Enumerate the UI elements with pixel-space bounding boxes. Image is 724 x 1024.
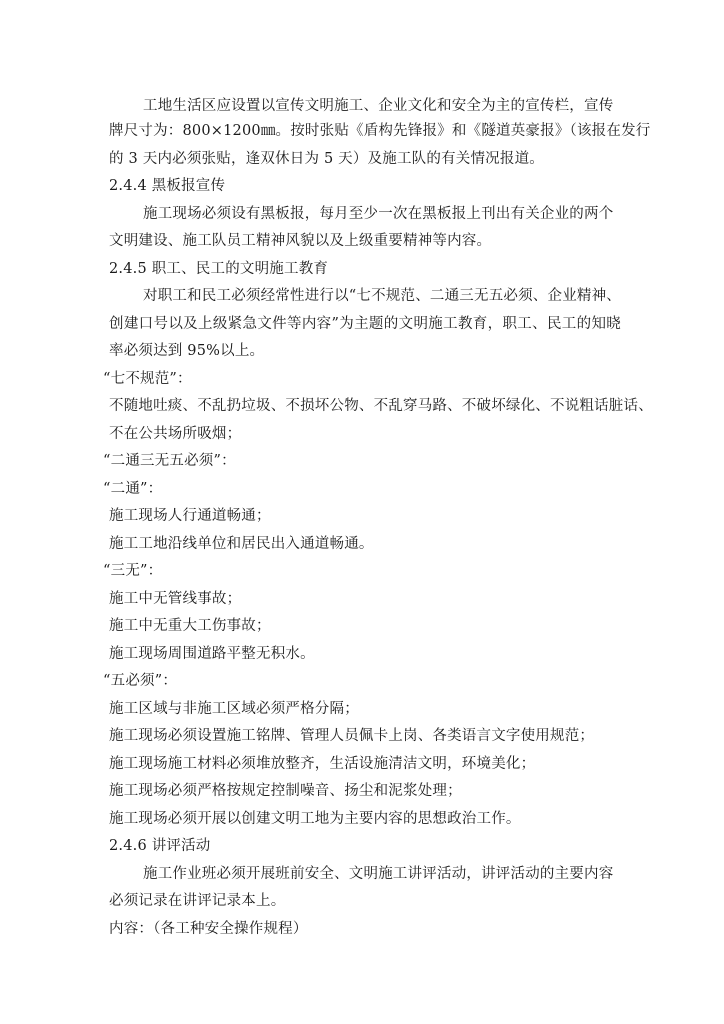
section-heading: 2.4.4 黑板报宣传 bbox=[109, 178, 226, 194]
list-heading: “二通”： bbox=[103, 481, 163, 497]
list-item: 施工现场必须设置施工铭牌、管理人员佩卡上岗、各类语言文字使用规范； bbox=[109, 728, 595, 744]
list-item: 施工区域与非施工区域必须严格分隔； bbox=[109, 701, 359, 717]
list-item: 施工现场施工材料必须堆放整齐，生活设施清洁文明，环境美化； bbox=[109, 756, 536, 772]
list-item: 施工现场人行通道畅通； bbox=[109, 508, 271, 524]
paragraph-line: 施工现场必须设有黑板报，每月至少一次在黑板报上刊出有关企业的两个 bbox=[143, 206, 614, 222]
section-heading: 2.4.5 职工、民工的文明施工教育 bbox=[109, 261, 329, 277]
list-heading: “七不规范”： bbox=[103, 371, 192, 387]
paragraph-line: 对职工和民工必须经常性进行以“七不规范、二通三无五必须、企业精神、 bbox=[143, 288, 622, 304]
paragraph-line: 创建口号以及上级紧急文件等内容”为主题的文明施工教育，职工、民工的知晓 bbox=[109, 316, 621, 332]
list-item: 施工现场必须严格按规定控制噪音、扬尘和泥浆处理； bbox=[109, 783, 462, 799]
list-item: 施工现场周围道路平整无积水。 bbox=[109, 646, 315, 662]
list-item: 不随地吐痰、不乱扔垃圾、不损坏公物、不乱穿马路、不破坏绿化、不说粗话脏话、 bbox=[109, 398, 653, 414]
list-item: 施工中无管线事故； bbox=[109, 591, 242, 607]
list-heading: “三无”： bbox=[103, 563, 163, 579]
paragraph-line: 必须记录在讲评记录本上。 bbox=[109, 893, 286, 909]
list-item: 施工中无重大工伤事故； bbox=[109, 618, 271, 634]
paragraph-line: 工地生活区应设置以宣传文明施工、企业文化和安全为主的宣传栏，宣传 bbox=[143, 98, 614, 114]
list-item: 施工现场必须开展以创建文明工地为主要内容的思想政治工作。 bbox=[109, 811, 521, 827]
paragraph-line: 内容：（各工种安全操作规程） bbox=[109, 921, 308, 937]
paragraph-line: 牌尺寸为：800×1200㎜。按时张贴《盾构先锋报》和《隧道英豪报》（该报在发行 bbox=[109, 123, 651, 139]
section-heading: 2.4.6 讲评活动 bbox=[109, 838, 211, 854]
paragraph-line: 率必须达到 95%以上。 bbox=[109, 343, 265, 359]
list-heading: “二通三无五必须”： bbox=[103, 453, 236, 469]
paragraph-line: 文明建设、施工队员工精神风貌以及上级重要精神等内容。 bbox=[109, 233, 492, 249]
list-item: 施工工地沿线单位和居民出入通道畅通。 bbox=[109, 536, 374, 552]
paragraph-line: 施工作业班必须开展班前安全、文明施工讲评活动，讲评活动的主要内容 bbox=[143, 866, 614, 882]
list-item: 不在公共场所吸烟； bbox=[109, 426, 242, 442]
paragraph-line: 的 3 天内必须张贴，逢双休日为 5 天）及施工队的有关情况报道。 bbox=[109, 151, 544, 167]
list-heading: “五必须”： bbox=[103, 673, 178, 689]
